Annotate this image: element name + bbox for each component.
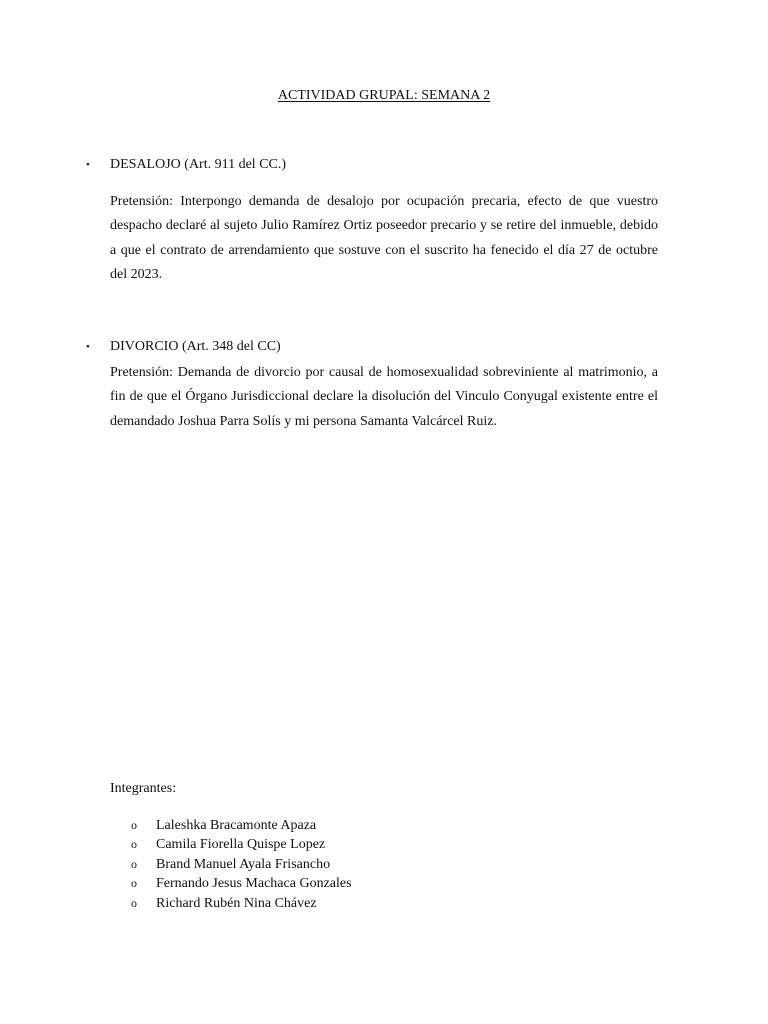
list-item <box>0 894 768 913</box>
circle-bullet-icon: o <box>131 837 137 852</box>
document-title: ACTIVIDAD GRUPAL: SEMANA 2 <box>277 88 491 103</box>
member-name: Laleshka Bracamonte Apaza <box>156 818 317 833</box>
section-heading: DESALOJO (Art. 911 del CC.) <box>110 157 287 172</box>
circle-bullet-icon: o <box>131 818 137 832</box>
section-text: Pretensión: Interpongo demanda de desalojo por ocupación precaria, efecto de que vuestro despacho declaré al sujeto Julio Ramírez Ortiz poseedor precario y se retire del inmueble, debido a que el contrato de arrendamiento que sostuve con el suscrito ha fenecido el día 27 de octubre del 2023. <box>110 194 658 282</box>
member-name: Brand Manuel Ayala Frisancho <box>156 856 331 872</box>
member-name: Fernando Jesus Machaca Gonzales <box>156 876 352 892</box>
circle-bullet-icon: o <box>131 876 137 891</box>
circle-bullet-icon: o <box>131 856 137 871</box>
bullet-marker: • <box>86 159 90 171</box>
members-list <box>0 816 768 913</box>
list-item <box>0 835 768 854</box>
list-item <box>0 855 768 874</box>
bullet-marker: • <box>86 341 90 353</box>
member-name: Richard Rubén Nina Chávez <box>156 895 317 911</box>
members-label: Integrantes: <box>110 781 177 796</box>
circle-bullet-icon: o <box>131 895 137 910</box>
section-text: Pretensión: Demanda de divorcio por causal de homosexualidad sobreviniente al matrimonio, a fin de que el Órgano Jurisdiccional declare la disolución del Vinculo Conyugal existente entre el demandado Joshua Parra Solís y mi persona Samanta Valcárcel Ruiz. <box>110 365 658 429</box>
list-item <box>0 816 768 835</box>
section-heading: DIVORCIO (Art. 348 del CC) <box>110 339 281 354</box>
member-name: Camila Fiorella Quispe Lopez <box>156 837 326 853</box>
list-item <box>0 874 768 893</box>
